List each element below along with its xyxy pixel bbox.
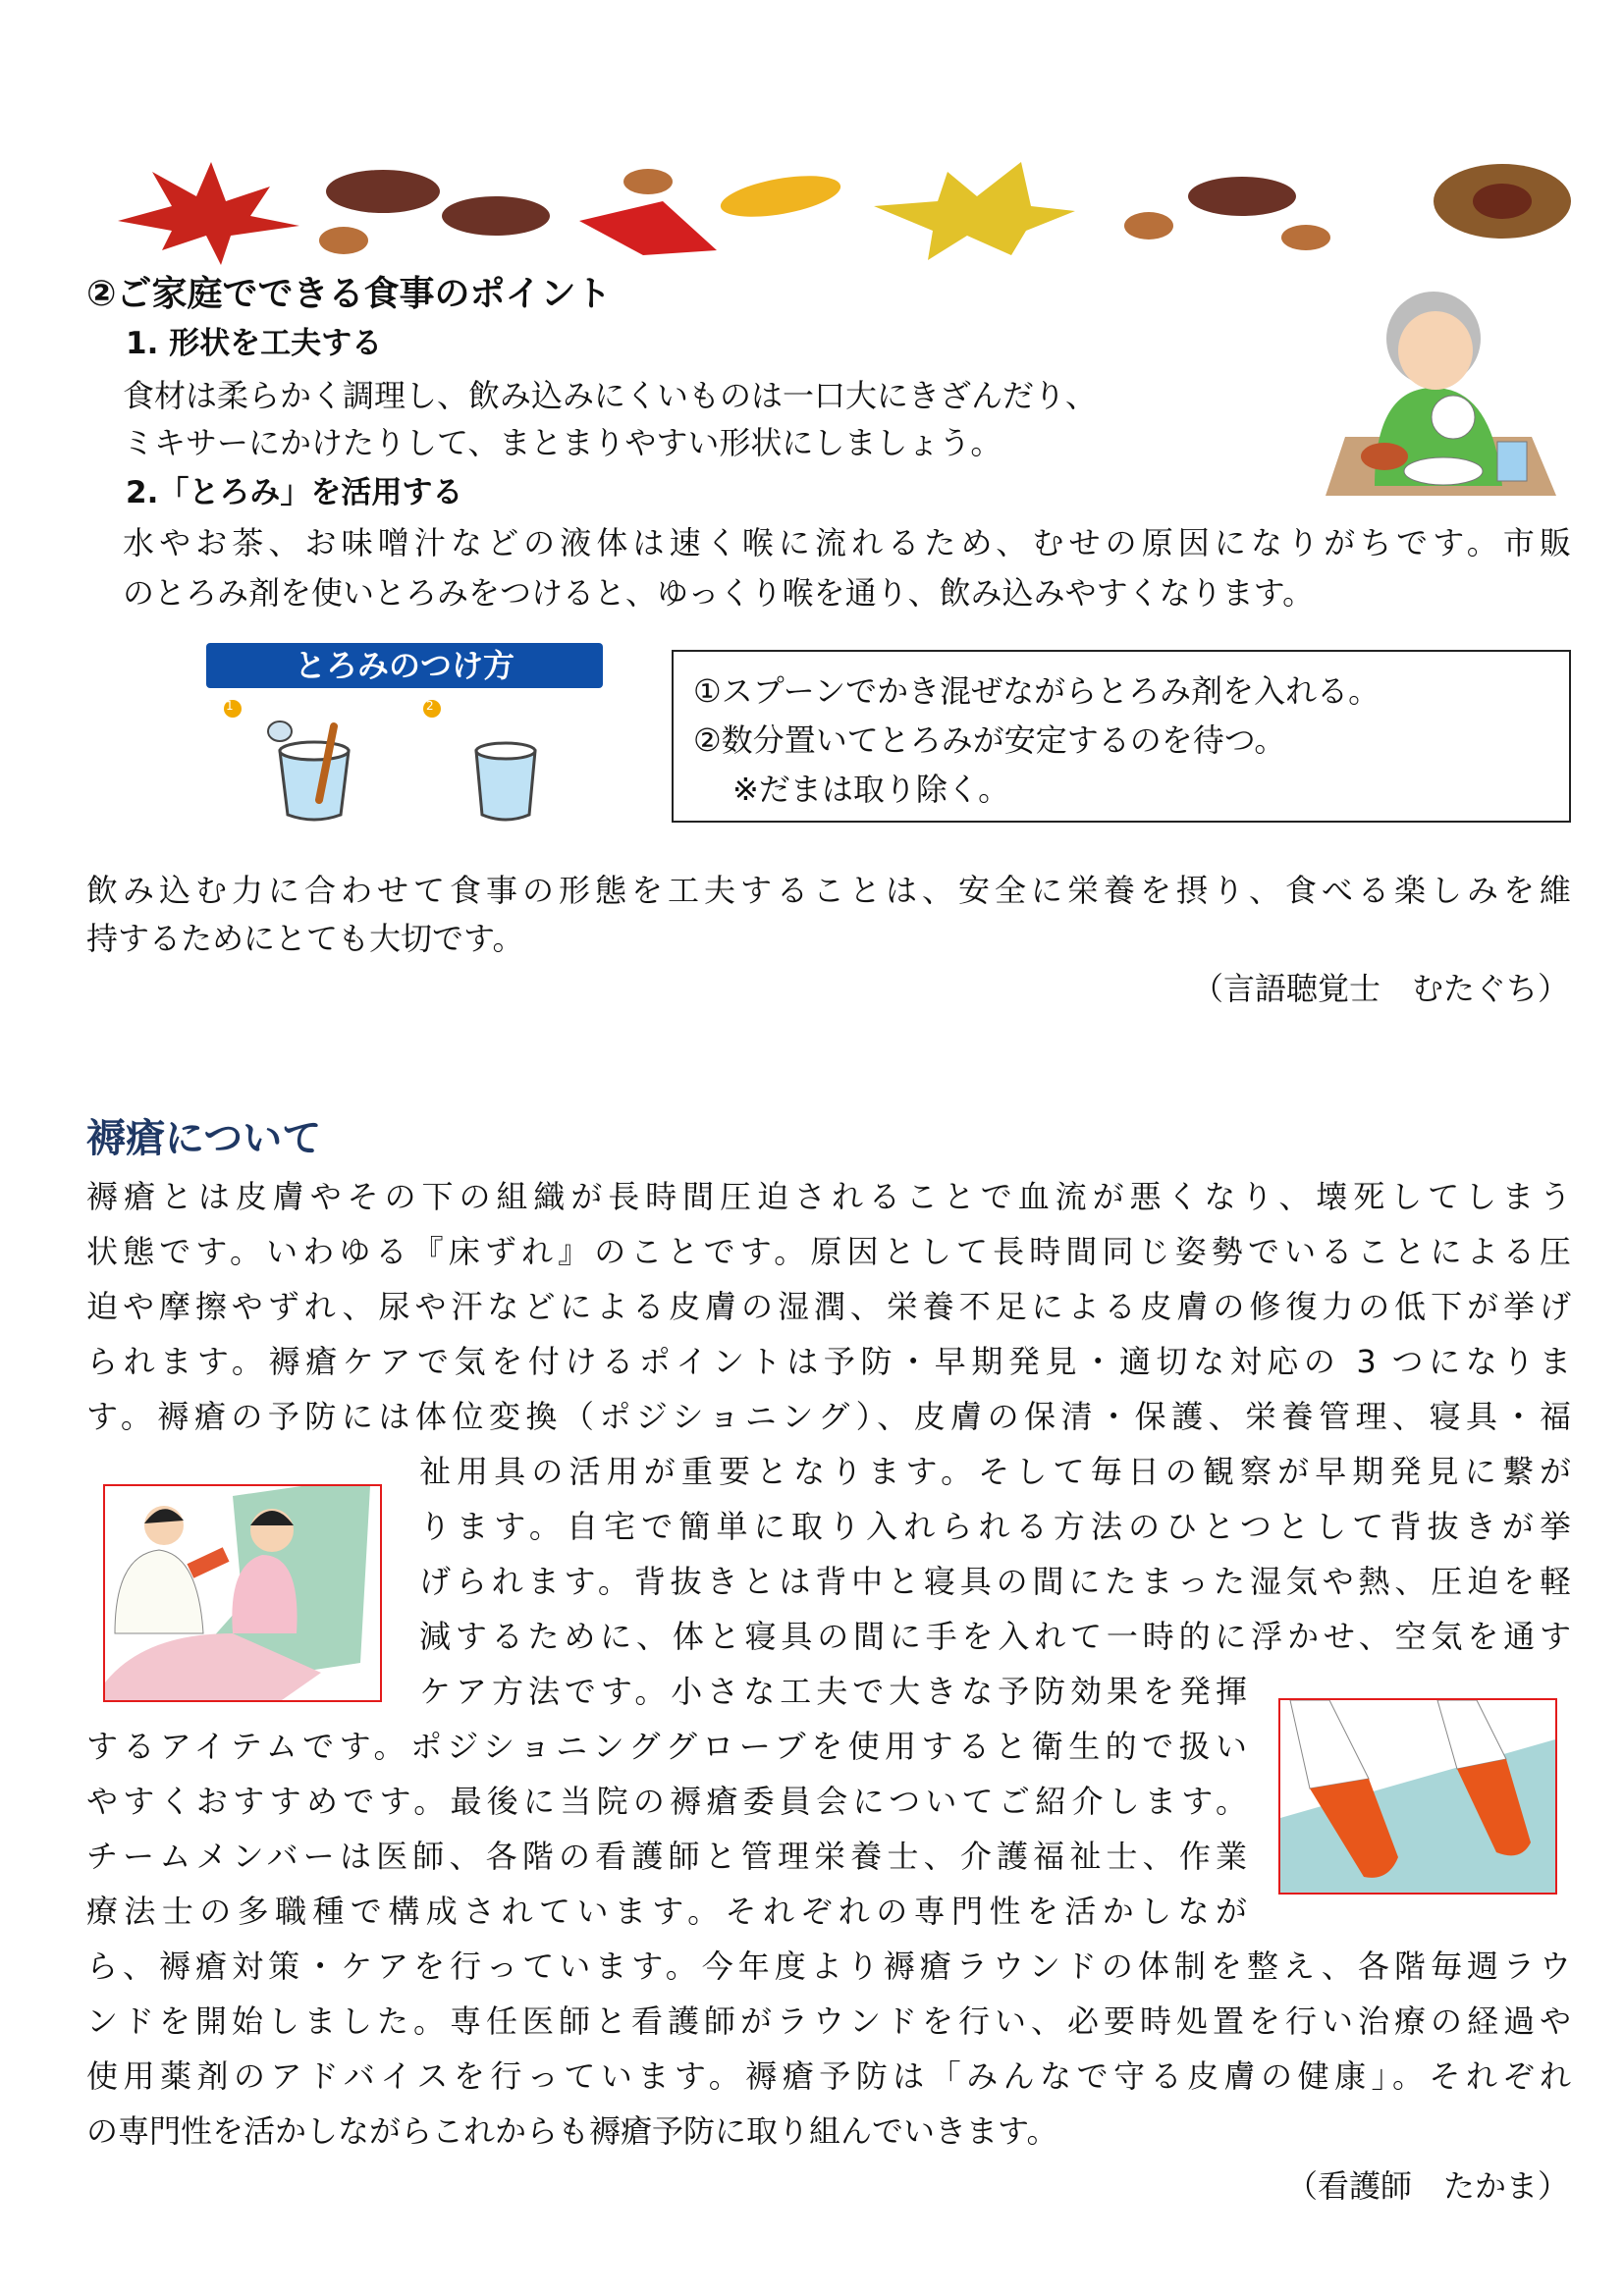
leaf-yellow: [718, 169, 843, 225]
point1-title: 1. 形状を工夫する: [126, 326, 383, 361]
body-line: 減するために、体と寝具の間に手を入れて一時的に浮かせ、空気を通す: [419, 1618, 1571, 1655]
point1-line: 食材は柔らかく調理し、飲み込みにくいものは一口大にきざんだり、: [123, 377, 1098, 414]
body-line: 褥瘡とは皮膚やその下の組織が長時間圧迫されることで血流が悪くなり、壊死してしまう: [86, 1178, 1571, 1215]
step-line: ①スプーンでかき混ぜながらとろみ剤を入れる。: [693, 672, 1380, 710]
nurse-patient-illustration: [103, 1484, 382, 1702]
acorn: [319, 227, 368, 254]
point1-line: ミキサーにかけたりして、まとまりやすい形状にしましょう。: [123, 424, 1002, 461]
body-line: 使用薬剤のアドバイスを行っています。褥瘡予防は「みんなで守る皮膚の健康」。それぞれ: [86, 2057, 1571, 2095]
acorn: [1281, 225, 1330, 250]
point2-line: のとろみ剤を使いとろみをつけると、ゆっくり喉を通り、飲み込みやすくなります。: [123, 574, 1315, 612]
section-heading-pressure-ulcer: 褥瘡について: [86, 1116, 322, 1161]
body-line: げられます。背抜きとは背中と寝具の間にたまった湿気や熱、圧迫を軽: [419, 1563, 1571, 1600]
acorn: [623, 169, 673, 194]
step-badge: 1: [226, 699, 234, 713]
thickening-steps-box: [672, 650, 1571, 823]
autumn-leaves-banner: [113, 157, 1576, 270]
section-heading-meal-points: ②ご家庭でできる食事のポイント: [86, 274, 612, 314]
body-line: 祉用具の活用が重要となります。そして毎日の観察が早期発見に繋が: [419, 1453, 1571, 1490]
closing-line: 持するためにとても大切です。: [86, 920, 524, 957]
body-line: ンドを開始しました。専任医師と看護師がラウンドを行い、必要時処置を行い治療の経過や: [86, 2002, 1571, 2040]
acorn: [1124, 212, 1173, 240]
author-signature: （看護師 たかま）: [1285, 2167, 1569, 2205]
body-line: す。褥瘡の予防には体位変換（ポジショニング）、皮膚の保清・保護、栄養管理、寝具・福: [86, 1398, 1571, 1435]
author-signature: （言語聴覚士 むたぐち）: [1191, 970, 1569, 1007]
chestnut: [326, 170, 440, 213]
step-note: ※だまは取り除く。: [732, 771, 1010, 808]
body-line: の専門性を活かしながらこれからも褥瘡予防に取り組んでいきます。: [86, 2112, 1058, 2150]
body-line: ケア方法です。小さな工夫で大きな予防効果を発揮: [419, 1673, 1247, 1710]
body-line: ります。自宅で簡単に取り入れられる方法のひとつとして背抜きが挙: [419, 1508, 1571, 1545]
chestnut: [1188, 177, 1296, 216]
point2-line: 水やお茶、お味噌汁などの液体は速く喉に流れるため、むせの原因になりがちです。市販: [123, 524, 1571, 561]
maple-leaf-red: [118, 162, 299, 265]
chestnut: [442, 196, 550, 236]
body-line: 迫や摩擦やずれ、尿や汗などによる皮膚の湿潤、栄養不足による皮膚の修復力の低下が挙げ: [86, 1288, 1571, 1325]
closing-line: 飲み込む力に合わせて食事の形態を工夫することは、安全に栄養を摂り、食べる楽しみを維: [86, 872, 1571, 909]
thickening-steps-illustration: [221, 697, 574, 825]
step-line: ②数分置いてとろみが安定するのを待つ。: [693, 721, 1286, 759]
elderly-woman-eating-illustration: [1306, 280, 1561, 498]
point2-title: 2.「とろみ」を活用する: [126, 475, 463, 510]
body-line: やすくおすすめです。最後に当院の褥瘡委員会についてご紹介します。: [86, 1783, 1247, 1820]
body-line: ら、褥瘡対策・ケアを行っています。今年度より褥瘡ラウンドの体制を整え、各階毎週ラウ: [86, 1948, 1571, 1985]
thickening-howto-label: とろみのつけ方: [206, 643, 603, 688]
step-badge: 2: [426, 699, 434, 713]
body-line: チームメンバーは医師、各階の看護師と管理栄養士、介護福祉士、作業: [86, 1838, 1247, 1875]
body-line: られます。褥瘡ケアで気を付けるポイントは予防・早期発見・適切な対応の 3 つになりま: [86, 1343, 1571, 1380]
positioning-glove-illustration: [1278, 1698, 1557, 1895]
body-line: するアイテムです。ポジショニンググローブを使用すると衛生的で扱い: [86, 1728, 1247, 1765]
body-line: 状態です。いわゆる『床ずれ』のことです。原因として長時間同じ姿勢でいることによる圧: [86, 1233, 1571, 1270]
maple-leaf-yellow: [874, 162, 1075, 260]
leaf-red: [579, 201, 717, 255]
body-line: 療法士の多職種で構成されています。それぞれの専門性を活かしなが: [86, 1893, 1247, 1930]
